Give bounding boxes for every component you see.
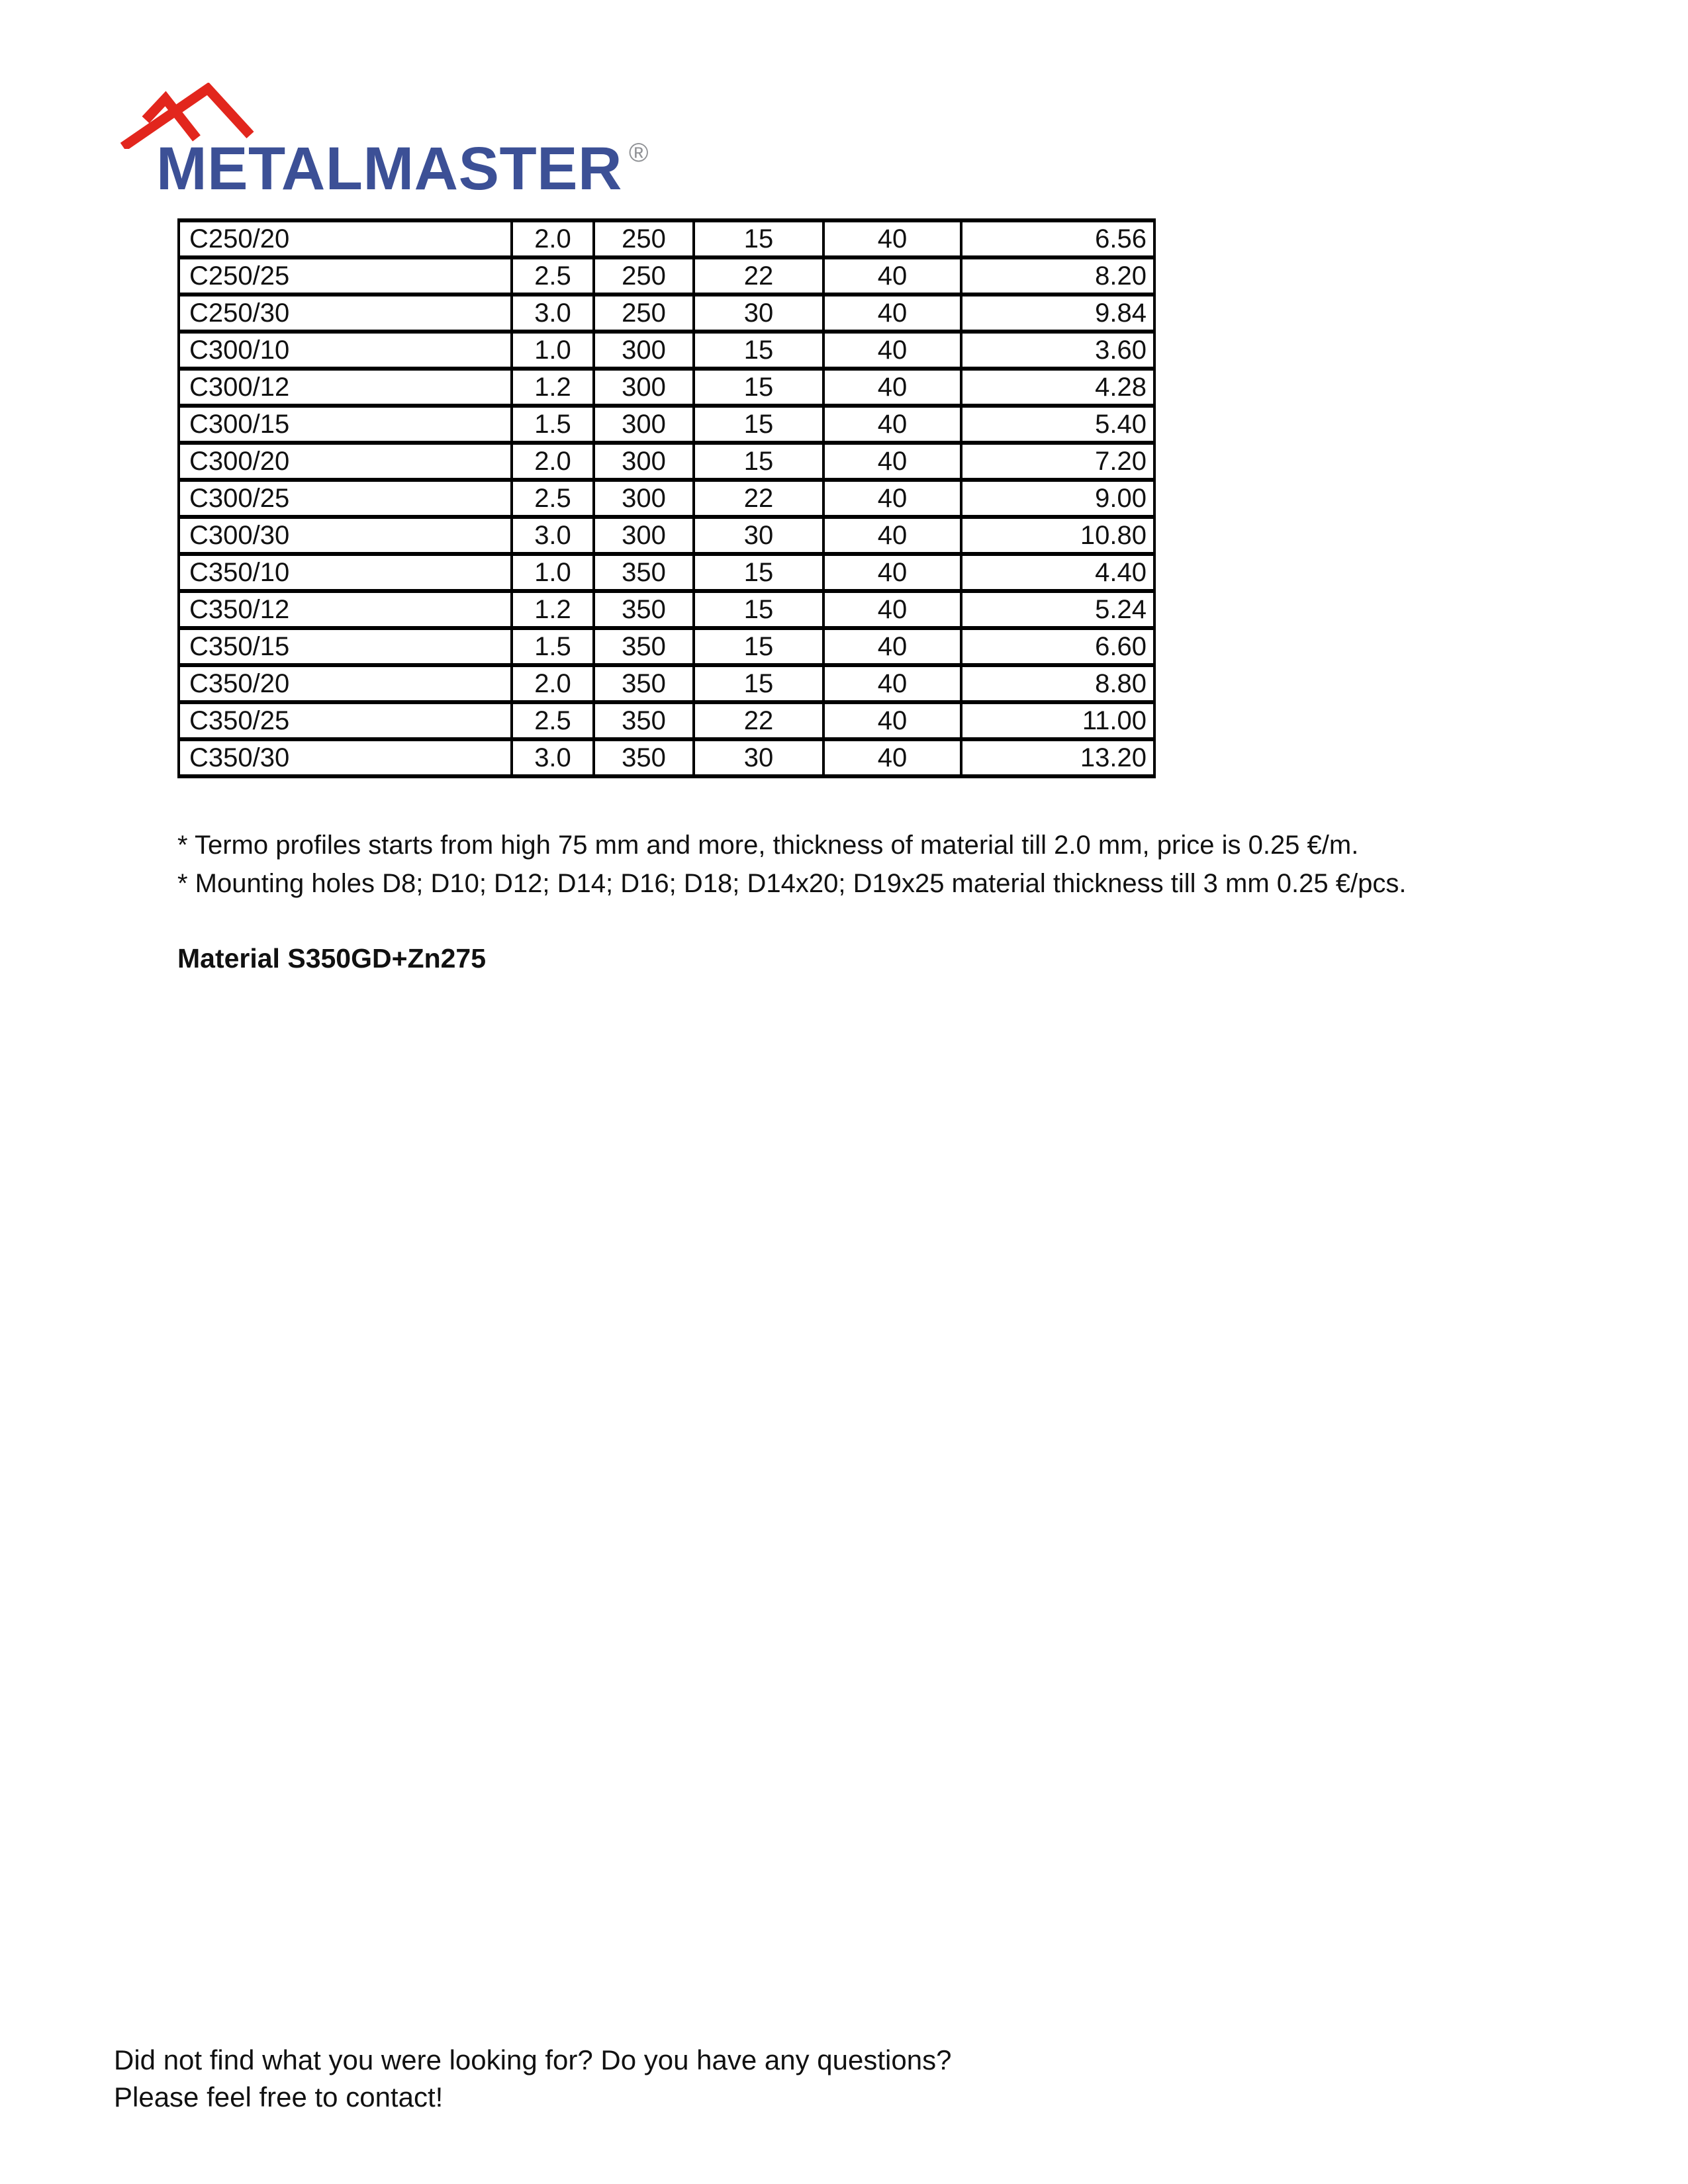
brand-name: METALMASTER — [156, 135, 622, 203]
table-cell: C350/30 — [179, 739, 512, 776]
table-cell: 4.40 — [961, 554, 1154, 591]
table-row — [179, 517, 1154, 554]
table-cell: 350 — [594, 739, 694, 776]
table-row — [179, 739, 1154, 776]
table-cell: 40 — [823, 665, 961, 702]
registered-trademark-icon: ® — [628, 138, 649, 167]
table-cell: 300 — [594, 332, 694, 369]
table-cell: 2.5 — [512, 257, 594, 295]
table-cell: 2.5 — [512, 702, 594, 739]
table-cell: 3.0 — [512, 739, 594, 776]
table-row — [179, 591, 1154, 628]
table-cell: 2.0 — [512, 220, 594, 257]
table-cell: 350 — [594, 665, 694, 702]
table-cell: 40 — [823, 332, 961, 369]
table-cell: 15 — [694, 406, 823, 443]
table-cell: 2.5 — [512, 480, 594, 517]
table-cell: 6.60 — [961, 628, 1154, 665]
table-row — [179, 665, 1154, 702]
table-cell: 1.0 — [512, 332, 594, 369]
table-cell: 40 — [823, 295, 961, 332]
table-cell: 15 — [694, 369, 823, 406]
table-cell: 2.0 — [512, 665, 594, 702]
table-cell: 22 — [694, 702, 823, 739]
table-cell: 40 — [823, 480, 961, 517]
table-cell: 9.00 — [961, 480, 1154, 517]
table-cell: 40 — [823, 554, 961, 591]
table-cell: C250/20 — [179, 220, 512, 257]
table-cell: 2.0 — [512, 443, 594, 480]
table-cell: C350/12 — [179, 591, 512, 628]
table-cell: 10.80 — [961, 517, 1154, 554]
table-cell: 11.00 — [961, 702, 1154, 739]
table-cell: 15 — [694, 443, 823, 480]
table-cell: C300/12 — [179, 369, 512, 406]
table-cell: 3.60 — [961, 332, 1154, 369]
price-table-body — [179, 220, 1154, 776]
table-cell: 350 — [594, 554, 694, 591]
table-cell: 300 — [594, 369, 694, 406]
table-cell: 30 — [694, 739, 823, 776]
table-cell: 40 — [823, 517, 961, 554]
table-cell: 40 — [823, 591, 961, 628]
material-spec: Material S350GD+Zn275 — [177, 943, 487, 974]
table-row — [179, 295, 1154, 332]
table-row — [179, 702, 1154, 739]
table-cell: 1.0 — [512, 554, 594, 591]
table-cell: 250 — [594, 295, 694, 332]
table-row — [179, 443, 1154, 480]
table-cell: 300 — [594, 443, 694, 480]
table-cell: 13.20 — [961, 739, 1154, 776]
table-cell: 40 — [823, 406, 961, 443]
table-cell: 30 — [694, 517, 823, 554]
footer-contact-line: Please feel free to contact! — [114, 2081, 444, 2113]
footer-contact — [114, 2042, 951, 2116]
table-cell: 22 — [694, 480, 823, 517]
table-cell: 15 — [694, 332, 823, 369]
table-cell: C350/10 — [179, 554, 512, 591]
price-table — [177, 218, 1156, 778]
table-cell: 1.2 — [512, 369, 594, 406]
table-cell: 250 — [594, 220, 694, 257]
table-cell: 350 — [594, 702, 694, 739]
table-cell: 15 — [694, 628, 823, 665]
table-cell: 300 — [594, 517, 694, 554]
table-cell: C300/25 — [179, 480, 512, 517]
table-cell: C300/15 — [179, 406, 512, 443]
table-cell: 300 — [594, 406, 694, 443]
table-cell: 4.28 — [961, 369, 1154, 406]
table-cell: 40 — [823, 220, 961, 257]
table-cell: 30 — [694, 295, 823, 332]
table-cell: 40 — [823, 702, 961, 739]
table-cell: C350/25 — [179, 702, 512, 739]
table-cell: 40 — [823, 443, 961, 480]
table-cell: 300 — [594, 480, 694, 517]
table-row — [179, 257, 1154, 295]
table-cell: 250 — [594, 257, 694, 295]
table-cell: 40 — [823, 257, 961, 295]
table-cell: C300/20 — [179, 443, 512, 480]
table-cell: 1.5 — [512, 628, 594, 665]
table-cell: 40 — [823, 739, 961, 776]
table-cell: 3.0 — [512, 517, 594, 554]
table-cell: C300/10 — [179, 332, 512, 369]
table-cell: 3.0 — [512, 295, 594, 332]
table-cell: 22 — [694, 257, 823, 295]
footnote-termo-profiles: * Termo profiles starts from high 75 mm and more, thickness of material till 2.0 mm, price is 0.25 €/m. — [177, 831, 1359, 860]
table-cell: 5.24 — [961, 591, 1154, 628]
table-cell: 6.56 — [961, 220, 1154, 257]
table-cell: 15 — [694, 554, 823, 591]
table-cell: 350 — [594, 628, 694, 665]
table-cell: 350 — [594, 591, 694, 628]
table-cell: C250/30 — [179, 295, 512, 332]
table-cell: 8.20 — [961, 257, 1154, 295]
footnotes — [177, 826, 1406, 903]
table-cell: 15 — [694, 220, 823, 257]
table-row — [179, 332, 1154, 369]
table-cell: 8.80 — [961, 665, 1154, 702]
table-cell: 1.2 — [512, 591, 594, 628]
table-cell: 40 — [823, 369, 961, 406]
table-cell: C300/30 — [179, 517, 512, 554]
table-row — [179, 628, 1154, 665]
table-cell: 9.84 — [961, 295, 1154, 332]
table-cell: 15 — [694, 591, 823, 628]
table-row — [179, 220, 1154, 257]
table-row — [179, 369, 1154, 406]
table-row — [179, 480, 1154, 517]
metalmaster-logo — [119, 83, 728, 212]
table-cell: 1.5 — [512, 406, 594, 443]
table-cell: 5.40 — [961, 406, 1154, 443]
table-row — [179, 406, 1154, 443]
table-cell: 15 — [694, 665, 823, 702]
table-cell: C250/25 — [179, 257, 512, 295]
footnote-mounting-holes: * Mounting holes D8; D10; D12; D14; D16; D18; D14x20; D19x25 material thickness till 3 mm 0.25 €/pcs. — [177, 869, 1407, 898]
table-cell: 7.20 — [961, 443, 1154, 480]
footer-question-line: Did not find what you were looking for? Do you have any questions? — [114, 2044, 952, 2075]
table-cell: 40 — [823, 628, 961, 665]
table-cell: C350/20 — [179, 665, 512, 702]
logo-text — [156, 135, 649, 203]
table-cell: C350/15 — [179, 628, 512, 665]
table-row — [179, 554, 1154, 591]
